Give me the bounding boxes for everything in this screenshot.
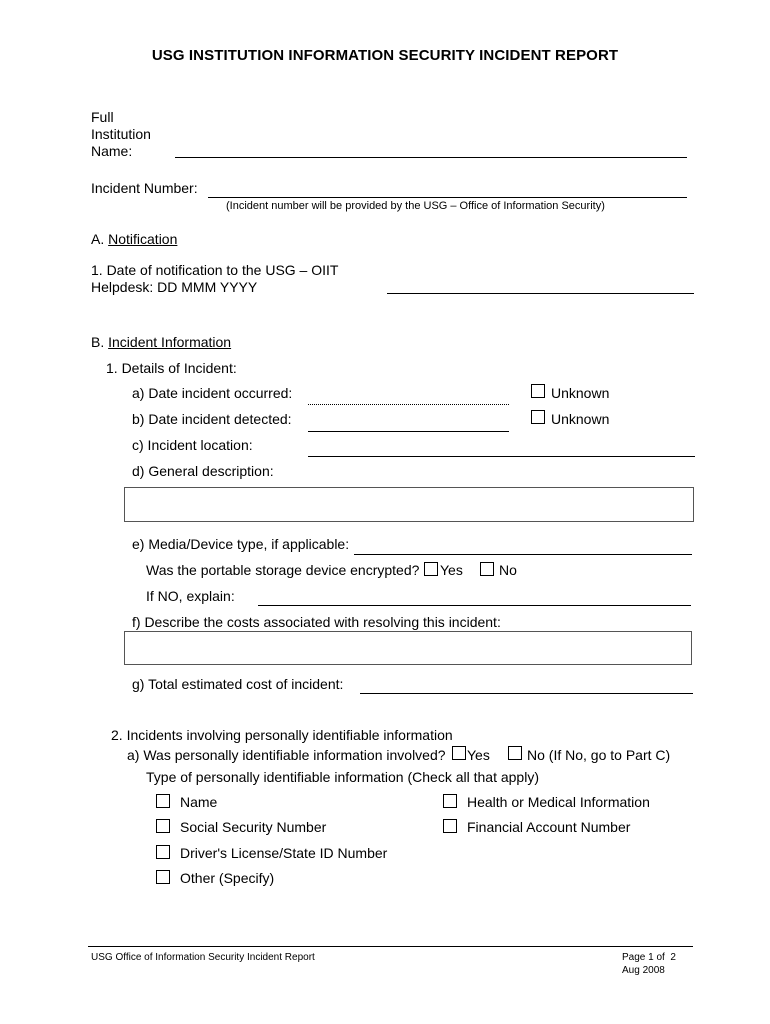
institution-label-line3: Name: xyxy=(91,143,133,159)
pii-section-heading: 2. Incidents involving personally identifiable information xyxy=(111,727,453,743)
media-device-type-field[interactable] xyxy=(354,554,692,555)
encrypted-no-checkbox[interactable] xyxy=(480,562,494,576)
if-no-explain-label: If NO, explain: xyxy=(146,588,235,604)
pii-other-checkbox[interactable] xyxy=(156,870,170,884)
encrypted-yes-label: Yes xyxy=(440,562,463,578)
institution-label-line2: Institution xyxy=(91,126,151,142)
date-occurred-unknown-checkbox[interactable] xyxy=(531,384,545,398)
media-device-type-label: e) Media/Device type, if applicable: xyxy=(132,536,350,552)
incident-location-field[interactable] xyxy=(308,456,695,457)
costs-description-textarea[interactable] xyxy=(124,631,692,665)
pii-drivers-license-label: Driver's License/State ID Number xyxy=(180,845,388,861)
section-b-heading: B. Incident Information xyxy=(91,334,232,350)
footer-divider xyxy=(88,946,693,947)
pii-drivers-license-checkbox[interactable] xyxy=(156,845,170,859)
costs-description-label: f) Describe the costs associated with resolving this incident: xyxy=(132,614,501,630)
footer-date: Aug 2008 xyxy=(622,965,665,976)
page-title: USG INSTITUTION INFORMATION SECURITY INCIDENT REPORT xyxy=(151,47,619,64)
date-occurred-field[interactable] xyxy=(308,404,509,405)
encrypted-yes-checkbox[interactable] xyxy=(424,562,438,576)
if-no-explain-field[interactable] xyxy=(258,605,691,606)
pii-ssn-checkbox[interactable] xyxy=(156,819,170,833)
pii-financial-label: Financial Account Number xyxy=(467,819,631,835)
institution-name-field[interactable] xyxy=(175,157,687,158)
date-detected-label: b) Date incident detected: xyxy=(132,411,292,427)
details-of-incident-heading: 1. Details of Incident: xyxy=(106,360,237,376)
pii-yes-checkbox[interactable] xyxy=(452,746,466,760)
section-a-heading: A. Notification xyxy=(91,231,178,247)
date-detected-field[interactable] xyxy=(308,431,509,432)
pii-involved-question: a) Was personally identifiable information involved? xyxy=(127,747,446,763)
pii-health-checkbox[interactable] xyxy=(443,794,457,808)
incident-number-field[interactable] xyxy=(208,197,687,198)
total-cost-field[interactable] xyxy=(360,693,693,694)
encrypted-question-label: Was the portable storage device encrypted? xyxy=(146,562,420,578)
date-occurred-unknown-label: Unknown xyxy=(551,385,610,401)
pii-health-label: Health or Medical Information xyxy=(467,794,650,810)
footer-report-name: USG Office of Information Security Incident Report xyxy=(91,952,315,963)
general-description-label: d) General description: xyxy=(132,463,274,479)
pii-name-label: Name xyxy=(180,794,218,810)
footer-page-number: Page 1 of 2 xyxy=(622,952,676,963)
date-detected-unknown-checkbox[interactable] xyxy=(531,410,545,424)
date-detected-unknown-label: Unknown xyxy=(551,411,610,427)
pii-no-checkbox[interactable] xyxy=(508,746,522,760)
general-description-textarea[interactable] xyxy=(124,487,694,522)
notification-date-field[interactable] xyxy=(387,293,694,294)
pii-yes-label: Yes xyxy=(467,747,490,763)
pii-ssn-label: Social Security Number xyxy=(180,819,327,835)
incident-number-note: (Incident number will be provided by the USG – Office of Information Security) xyxy=(226,200,605,212)
encrypted-no-label: No xyxy=(499,562,517,578)
pii-name-checkbox[interactable] xyxy=(156,794,170,808)
total-cost-label: g) Total estimated cost of incident: xyxy=(132,676,344,692)
institution-label-line1: Full xyxy=(91,109,114,125)
pii-other-label: Other (Specify) xyxy=(180,870,275,886)
incident-number-label: Incident Number: xyxy=(91,180,198,196)
date-occurred-label: a) Date incident occurred: xyxy=(132,385,293,401)
pii-no-label: No (If No, go to Part C) xyxy=(527,747,671,763)
incident-location-label: c) Incident location: xyxy=(132,437,253,453)
pii-type-label: Type of personally identifiable information (Check all that apply) xyxy=(146,769,539,785)
pii-financial-checkbox[interactable] xyxy=(443,819,457,833)
notification-date-label-line2: Helpdesk: DD MMM YYYY xyxy=(91,279,258,295)
notification-date-label-line1: 1. Date of notification to the USG – OIIT xyxy=(91,262,339,278)
